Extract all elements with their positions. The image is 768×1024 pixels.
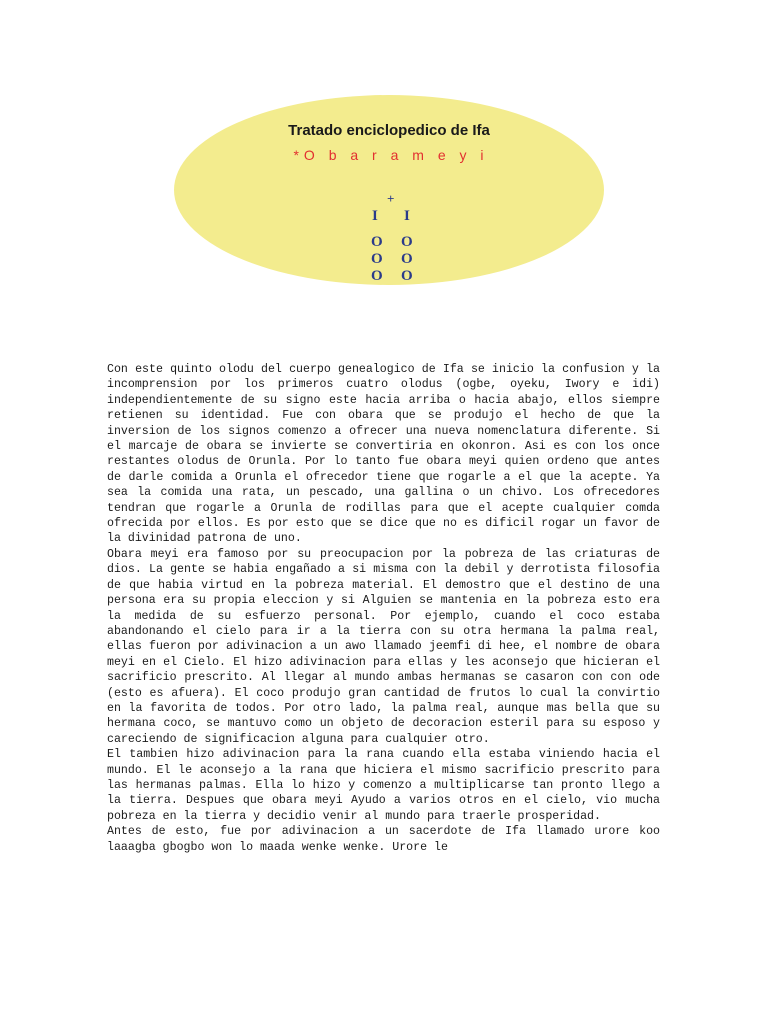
sign-mark: O [371, 251, 383, 267]
odu-name: *O b a r a m e y i [293, 147, 489, 163]
sign-mark: O [371, 268, 383, 284]
paragraph: El tambien hizo adivinacion para la rana cuando ella estaba viniendo hacia el mundo. El le aconsejo a la rana que hiciera el mismo sacrificio prescrito para las hermanas palmas. Ella lo hizo y comenzo a multiplicarse tan pronto llego a la tierra. Despues que obara meyi Ayudo a varios otros en el cielo, vio mucha pobreza en la tierra y decidio venir al mundo para traerle prosperidad. [107, 748, 660, 823]
sign-mark: I [404, 208, 410, 224]
sign-mark: O [401, 234, 413, 250]
paragraph: Antes de esto, fue por adivinacion a un sacerdote de Ifa llamado urore koo laaagba gbogbo won lo maada wenke wenke. Urore le [107, 825, 660, 854]
paragraph: Con este quinto olodu del cuerpo genealogico de Ifa se inicio la confusion y la incomprension por los primeros cuatro olodus (ogbe, oyeku, Iwory e idi) independientemente de su signo este hacia arriba o hacia abajo, ellos siempre retienen su identidad. Fue con obara que se produjo el hecho de que la inversion de los signos comenzo a ofrecer una nueva nomenclatura diferente. Si el marcaje de obara se invierte se convertiria en okonron. Asi es con los once restantes olodus de Orunla. Por lo tanto fue obara meyi quien ordeno que antes de darle comida a Orunla el ofrecedor tiene que rogarle a el que la acepte. Ya sea la comida una rata, un pescado, una gallina o un chivo. Los ofrecedores tendran que rogarle a Orunla de rodillas para que el acepte cualquier comda ofrecida por ellos. Es por esto que se dice que no es dificil rogar un favor de la divinidad patrona de uno. [107, 363, 660, 546]
sign-mark: O [401, 251, 413, 267]
paragraph: Obara meyi era famoso por su preocupacion por la pobreza de las criaturas de dios. La gente se habia engañado a si misma con la debil y derrotista filosofia de que habia virtud en la pobreza material. El demostro que el destino de una persona era su propia eleccion y si Alguien se mantenia en la pobreza esto era la medida de su esfuerzo personal. Por ejemplo, cuando el coco estaba abandonando el cielo para ir a la tierra con su otra hermana la palma real, ellas fueron por adivinacion a un awo llamado jeemfi di hee, el nombre de obara meyi en el Cielo. El hizo adivinacion para ellas y les aconsejo que hicieran el sacrificio prescrito. Al llegar al mundo ambas hermanas se casaron con con ode (esto es afuera). El coco produjo gran cantidad de frutos lo cual la convirtio en la favorita de todos. Por otro lado, la palma real, aunque mas bella que su hermana coco, se mantuvo como un objeto de decoracion esteril para su esposo y careciendo de significacion alguna para cualquier otro. [107, 547, 660, 746]
sign-plus: + [387, 191, 395, 206]
body-text [107, 362, 660, 855]
sign-mark: O [371, 234, 383, 250]
page-title: Tratado enciclopedico de Ifa [288, 122, 490, 139]
sign-mark: I [372, 208, 378, 224]
sign-mark: O [401, 268, 413, 284]
